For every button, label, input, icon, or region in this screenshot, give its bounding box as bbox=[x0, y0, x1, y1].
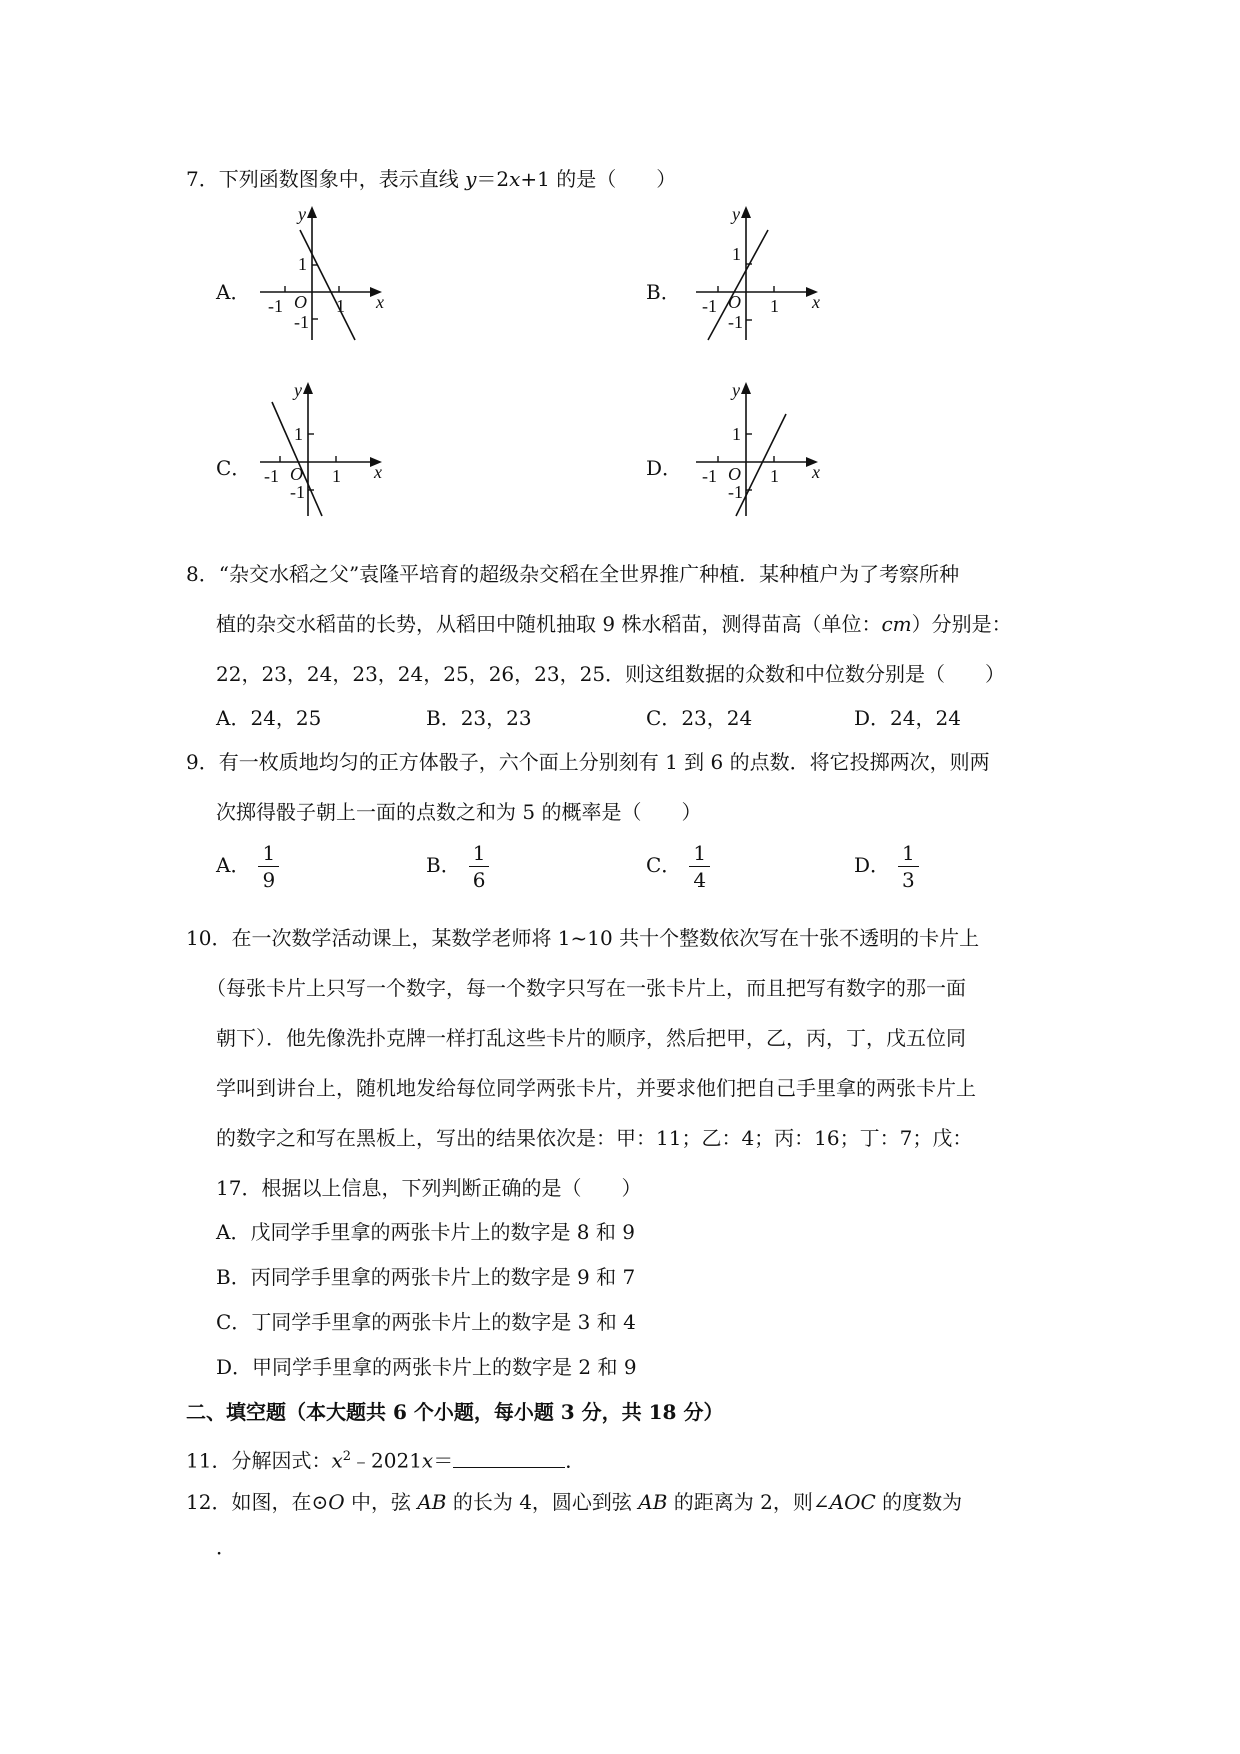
q8-option-d-text: 24，24 bbox=[890, 706, 961, 730]
q10-option-d-text: 甲同学手里拿的两张卡片上的数字是 2 和 9 bbox=[252, 1355, 637, 1379]
q7a-tick-neg1-x: -1 bbox=[268, 296, 283, 316]
q8-option-c bbox=[646, 696, 752, 740]
q10-option-d-label: D． bbox=[216, 1355, 253, 1379]
q7b-x-label: x bbox=[812, 292, 820, 312]
q10-option-c-text: 丁同学手里拿的两张卡片上的数字是 3 和 4 bbox=[251, 1310, 636, 1334]
q11-exponent: 2 bbox=[342, 1449, 352, 1464]
q9-option-b-denominator: 6 bbox=[472, 868, 486, 892]
q9-option-c-fraction bbox=[689, 840, 710, 893]
q10-line-4: 学叫到讲台上，随机地发给每位同学两张卡片，并要求他们把自己手里拿的两张卡片上 bbox=[216, 1076, 976, 1100]
q8-option-a-text: 24，25 bbox=[250, 706, 322, 730]
q7-option-c-label: C． bbox=[216, 456, 252, 480]
q7b-tick-1-y: 1 bbox=[732, 244, 741, 264]
q7a-x-label: x bbox=[376, 292, 384, 312]
q10-line-5: 的数字之和写在黑板上，写出的结果依次是：甲：11；乙：4；丙：16；丁：7；戊： bbox=[216, 1126, 973, 1150]
q7-option-a-label: A． bbox=[216, 280, 251, 304]
q7-option-b-label: B． bbox=[646, 280, 681, 304]
q7-stem bbox=[186, 164, 676, 194]
q8-text-2b: ）分别是： bbox=[911, 612, 1012, 636]
q9-option-a-fraction bbox=[258, 840, 279, 893]
q9-option-a-numerator: 1 bbox=[258, 840, 279, 867]
q7b-tick-neg1-x: -1 bbox=[702, 296, 717, 316]
q12-text-5: 的度数为 bbox=[875, 1490, 963, 1514]
q7d-x-label: x bbox=[812, 462, 820, 482]
q7-graph-d bbox=[666, 376, 836, 526]
q7c-tick-1-y: 1 bbox=[294, 424, 303, 444]
q7b-tick-neg1-y: -1 bbox=[728, 312, 743, 332]
q12-text-3: 的长为 4，圆心到弦 bbox=[446, 1490, 639, 1514]
q8-text-2a: 植的杂交水稻苗的长势，从稻田中随机抽取 9 株水稻苗，测得苗高（单位： bbox=[216, 612, 882, 636]
q10-line-3: 朝下）．他先像洗扑克牌一样打乱这些卡片的顺序，然后把甲，乙，丙，丁，戊五位同 bbox=[216, 1026, 966, 1050]
q10-text-1: 在一次数学活动课上，某数学老师将 1~10 共十个整数依次写在十张不透明的卡片上 bbox=[231, 926, 980, 950]
q9-line-2: 次掷得骰子朝上一面的点数之和为 5 的概率是（ ） bbox=[216, 800, 702, 824]
q12-text-4: 的距离为 2，则∠ bbox=[667, 1490, 830, 1514]
q9-option-d-label: D． bbox=[854, 853, 891, 877]
q7a-origin: O bbox=[294, 292, 307, 312]
q9-option-d-numerator: 1 bbox=[898, 840, 919, 867]
q12-var-ab: AB bbox=[417, 1490, 447, 1514]
q7d-tick-1-x: 1 bbox=[770, 466, 779, 486]
q9-option-c-label: C． bbox=[646, 853, 682, 877]
q7-graph-b bbox=[666, 200, 836, 350]
q9-option-c-denominator: 4 bbox=[693, 868, 707, 892]
q7-text-b: +1 的是（ ） bbox=[520, 167, 677, 191]
q7c-tick-neg1-x: -1 bbox=[264, 466, 279, 486]
q10-option-b bbox=[216, 1255, 635, 1299]
q12-end: ． bbox=[216, 1535, 236, 1559]
q7d-y-label: y bbox=[732, 380, 740, 400]
q7a-tick-neg1-y: -1 bbox=[294, 312, 309, 332]
q8-option-a-label: A． bbox=[216, 706, 251, 730]
q8-line-1 bbox=[186, 549, 959, 599]
q10-line-2: （每张卡片上只写一个数字，每一个数字只写在一张卡片上，而且把写有数字的那一面 bbox=[206, 976, 966, 1000]
q9-option-c-numerator: 1 bbox=[689, 840, 710, 867]
q8-option-b-text: 23，23 bbox=[460, 706, 532, 730]
q8-option-a bbox=[216, 696, 321, 740]
q11-text-b: ﹣2021 bbox=[351, 1448, 422, 1473]
q8-line-3: 22，23，24，23，24，25，26，23，25．则这组数据的众数和中位数分别是（ ） bbox=[216, 662, 1006, 686]
q12-var-o: O bbox=[328, 1490, 345, 1514]
q10-option-a bbox=[216, 1210, 635, 1254]
q8-unit: cm bbox=[881, 612, 912, 636]
q9-option-a-label: A． bbox=[216, 853, 251, 877]
q7-text-a: 下列函数图象中，表示直线 bbox=[218, 167, 466, 191]
q12-line bbox=[186, 1480, 962, 1524]
q11-number: 11． bbox=[186, 1448, 232, 1473]
section-2-title: 二、填空题（本大题共 6 个小题，每小题 3 分，共 18 分） bbox=[186, 1400, 724, 1424]
q12-var-aoc: AOC bbox=[829, 1490, 876, 1514]
q9-text-1: 有一枚质地均匀的正方体骰子，六个面上分别刻有 1 到 6 的点数．将它投掷两次，则两 bbox=[218, 750, 990, 774]
q7a-y-label: y bbox=[298, 204, 306, 224]
q11-var-x: x bbox=[331, 1448, 343, 1473]
q10-number: 10． bbox=[186, 926, 232, 950]
q8-number: 8． bbox=[186, 562, 219, 586]
q12-text-2: 中，弦 bbox=[344, 1490, 418, 1514]
q9-option-c bbox=[646, 840, 710, 893]
q7-text-eq: ＝2 bbox=[476, 167, 510, 191]
q7c-origin: O bbox=[290, 464, 303, 484]
q10-option-c bbox=[216, 1300, 636, 1344]
q10-line-1 bbox=[186, 913, 979, 963]
q7d-tick-neg1-x: -1 bbox=[702, 466, 717, 486]
q8-line-2 bbox=[216, 599, 1012, 649]
q11-end: ． bbox=[565, 1448, 586, 1473]
q9-option-d-fraction bbox=[898, 840, 919, 893]
q7d-tick-1-y: 1 bbox=[732, 424, 741, 444]
q9-option-b bbox=[426, 840, 489, 893]
q7b-origin: O bbox=[728, 292, 741, 312]
q7d-origin: O bbox=[728, 464, 741, 484]
q7-number: 7． bbox=[186, 167, 219, 191]
q9-option-d-denominator: 3 bbox=[902, 868, 915, 892]
q11-var-x2: x bbox=[421, 1448, 434, 1473]
q8-option-d bbox=[854, 696, 961, 740]
q7d-tick-neg1-y: -1 bbox=[728, 482, 743, 502]
q10-line-6: 17．根据以上信息，下列判断正确的是（ ） bbox=[216, 1176, 642, 1200]
q7c-tick-neg1-y: -1 bbox=[290, 482, 305, 502]
q12-var-ab-2: AB bbox=[638, 1490, 668, 1514]
q11-line bbox=[186, 1435, 585, 1483]
q12-number: 12． bbox=[186, 1490, 232, 1514]
q9-option-b-numerator: 1 bbox=[469, 840, 490, 867]
q10-option-a-label: A． bbox=[216, 1220, 251, 1244]
q7c-y-label: y bbox=[294, 380, 302, 400]
q7c-x-label: x bbox=[374, 462, 382, 482]
q11-text-c: ＝ bbox=[433, 1448, 454, 1473]
q8-option-b-label: B． bbox=[426, 706, 461, 730]
q12-text-1: 如图，在⊙ bbox=[231, 1490, 329, 1514]
q9-option-a bbox=[216, 840, 279, 893]
q7b-y-label: y bbox=[732, 204, 740, 224]
q7c-tick-1-x: 1 bbox=[332, 466, 341, 486]
q9-option-b-fraction bbox=[469, 840, 490, 893]
q9-option-a-denominator: 9 bbox=[262, 868, 276, 892]
q7-var-y: y bbox=[465, 167, 477, 191]
q11-answer-blank[interactable] bbox=[453, 1449, 565, 1468]
q10-option-d bbox=[216, 1345, 637, 1389]
q9-line-1 bbox=[186, 737, 990, 787]
q8-option-c-label: C． bbox=[646, 706, 682, 730]
q9-option-d bbox=[854, 840, 919, 893]
q8-option-c-text: 23，24 bbox=[681, 706, 753, 730]
q8-option-d-label: D． bbox=[854, 706, 891, 730]
q7b-tick-1-x: 1 bbox=[770, 296, 779, 316]
q11-text-a: 分解因式： bbox=[231, 1448, 332, 1473]
q7-graph-c bbox=[230, 376, 400, 526]
q8-text-1: “杂交水稻之父”袁隆平培育的超级杂交稻在全世界推广种植．某种植户为了考察所种 bbox=[218, 562, 960, 586]
q9-number: 9． bbox=[186, 750, 219, 774]
q7-var-x: x bbox=[509, 167, 521, 191]
q7a-tick-1-x: 1 bbox=[336, 296, 345, 316]
q10-option-b-label: B． bbox=[216, 1265, 251, 1289]
q7-graph-a bbox=[230, 200, 400, 350]
q10-option-c-label: C． bbox=[216, 1310, 252, 1334]
q9-option-b-label: B． bbox=[426, 853, 461, 877]
q7-option-d-label: D． bbox=[646, 456, 683, 480]
q10-option-b-text: 丙同学手里拿的两张卡片上的数字是 9 和 7 bbox=[250, 1265, 636, 1289]
q10-option-a-text: 戊同学手里拿的两张卡片上的数字是 8 和 9 bbox=[250, 1220, 635, 1244]
q7a-tick-1-y: 1 bbox=[298, 254, 307, 274]
q8-option-b bbox=[426, 696, 532, 740]
